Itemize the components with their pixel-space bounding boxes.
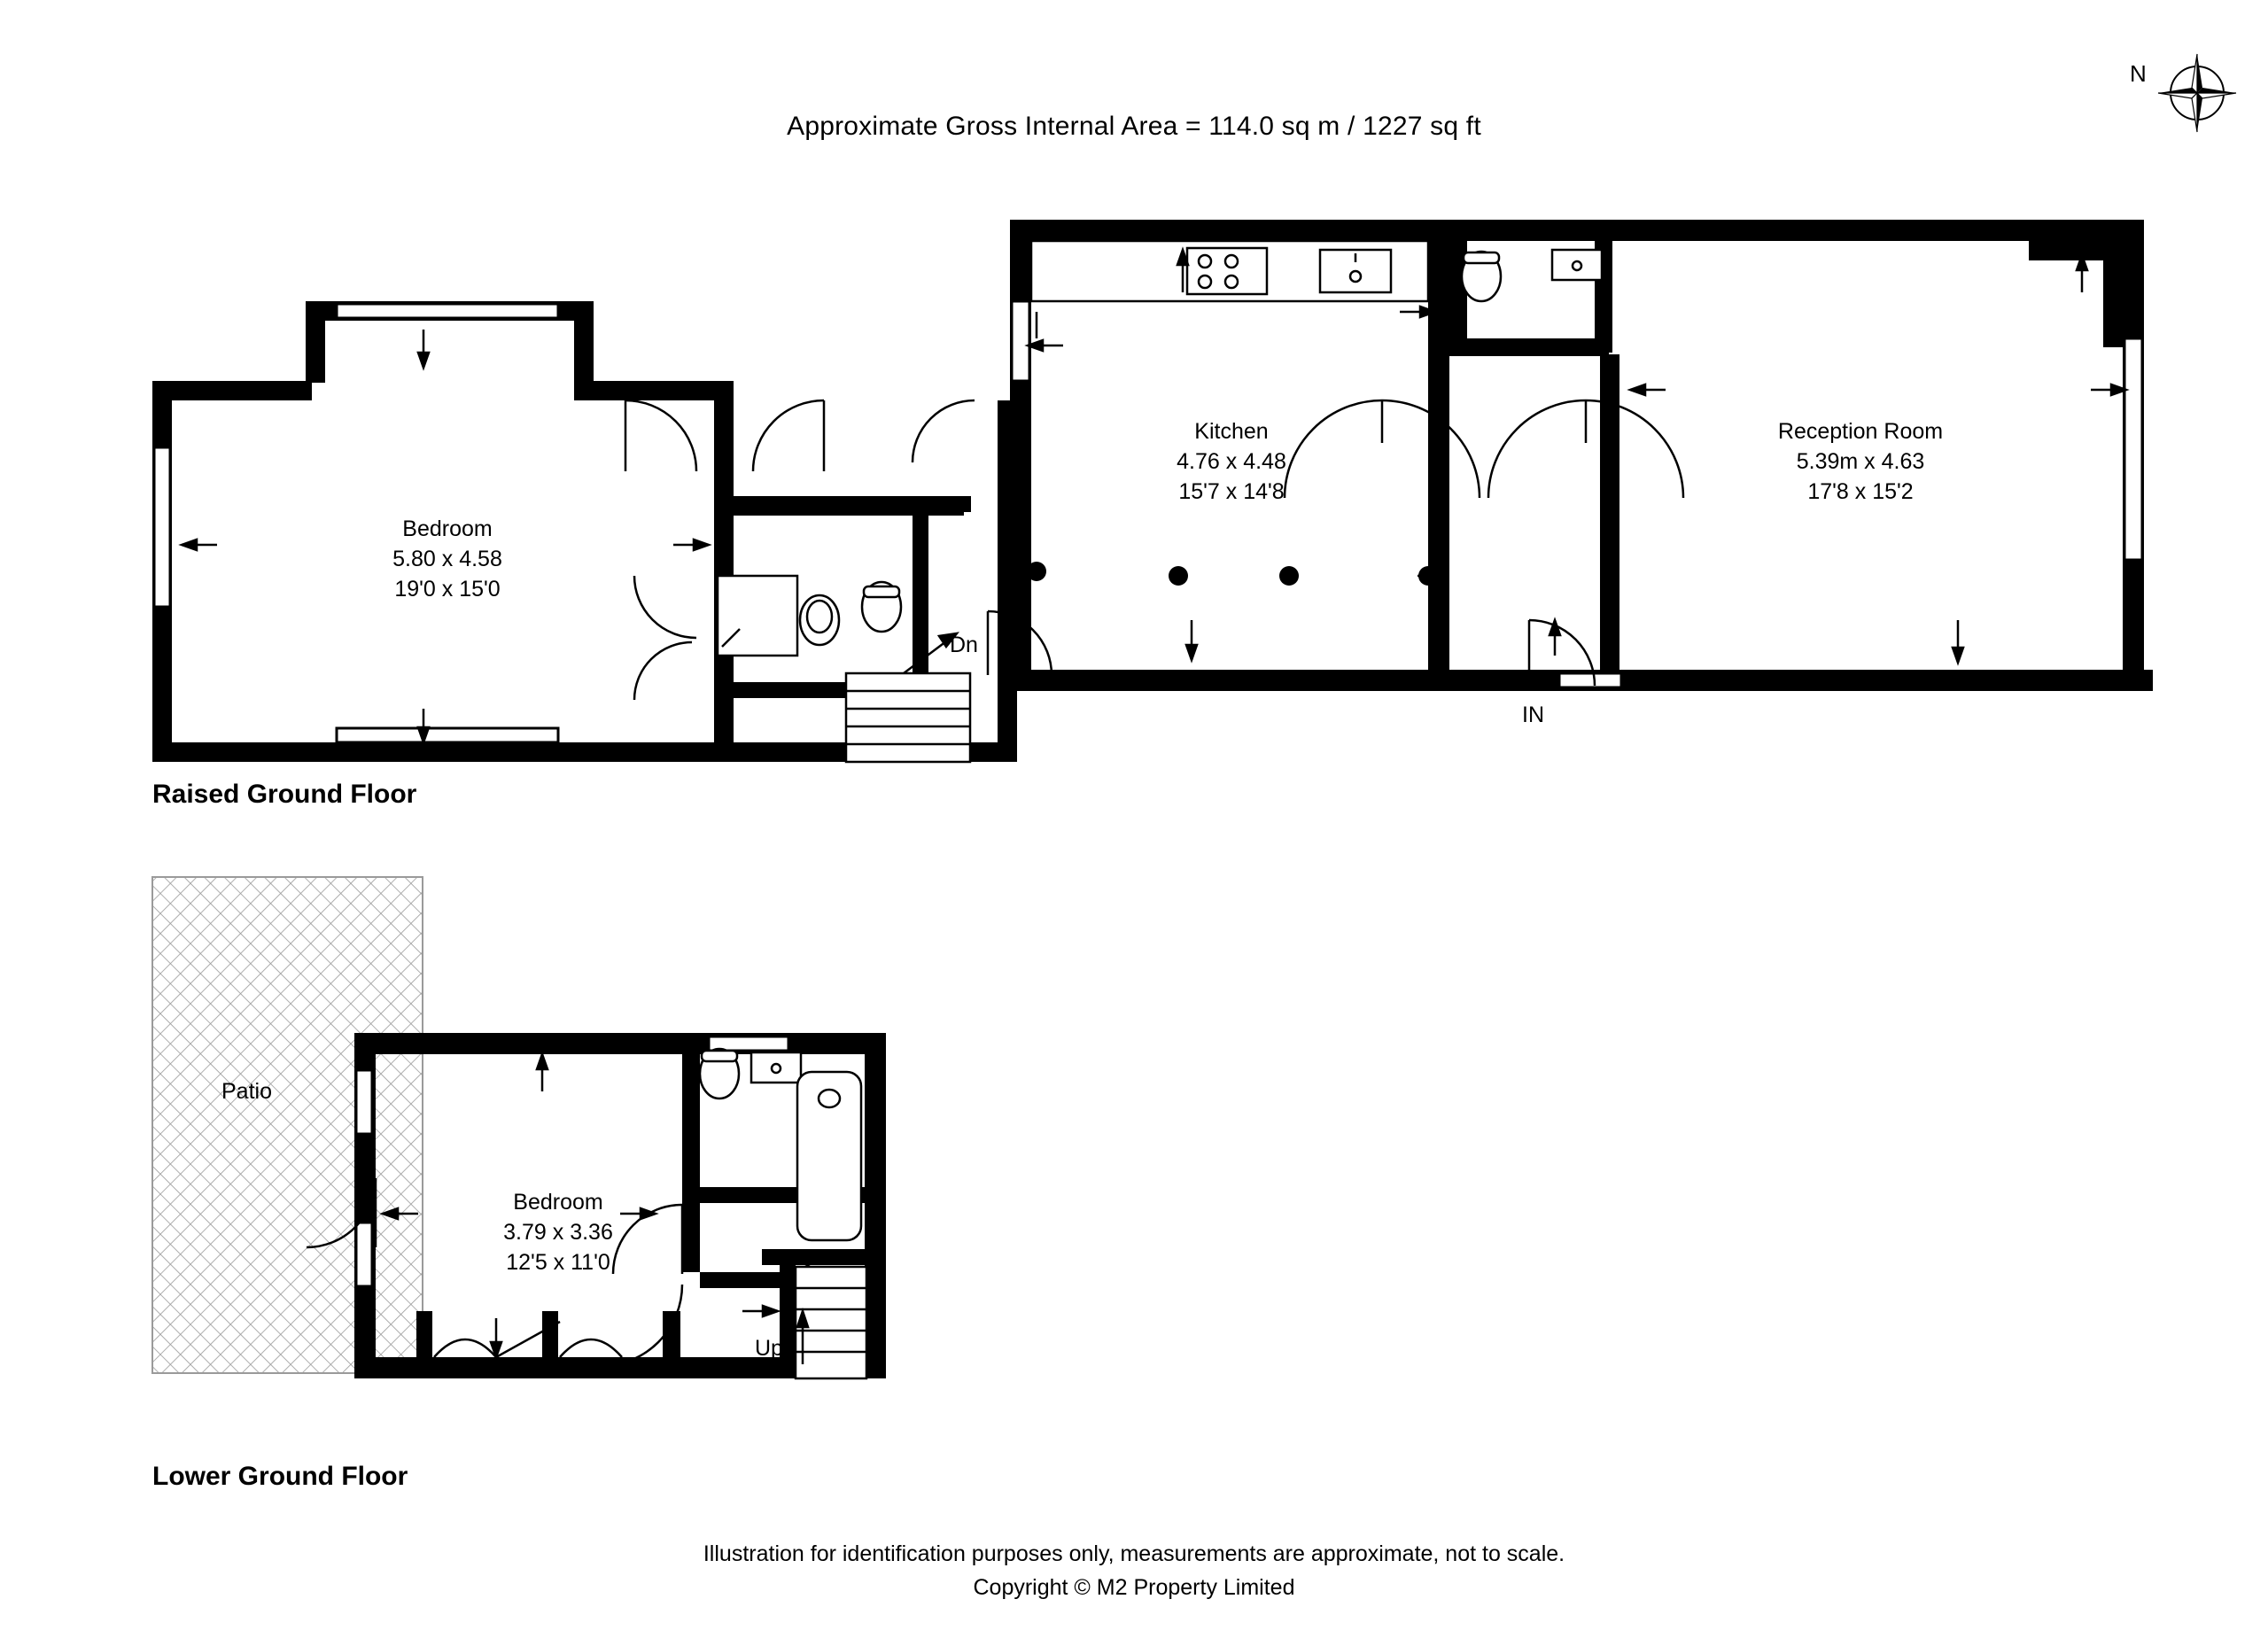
room-label-bedroom-lower: Bedroom 3.79 x 3.36 12'5 x 11'0 <box>503 1190 613 1275</box>
room-label-reception-room: Reception Room 5.39m x 4.63 17'8 x 15'2 <box>1777 419 1944 504</box>
room-label-patio: Patio <box>221 1079 272 1104</box>
stairs-down-label: Dn <box>950 633 978 657</box>
gross-internal-area-text: Approximate Gross Internal Area = 114.0 sq m / 1227 sq ft <box>787 112 1481 141</box>
raised-ground-floor-plan <box>0 0 2268 797</box>
footer-line-1: Illustration for identification purposes only, measurements are approximate, not to scale. <box>703 1541 1565 1566</box>
floor-label-lower-ground: Lower Ground Floor <box>152 1462 408 1491</box>
patio-area <box>152 877 423 1373</box>
room-label-bedroom-raised: Bedroom 5.80 x 4.58 19'0 x 15'0 <box>392 516 502 602</box>
floor-label-raised-ground: Raised Ground Floor <box>152 780 417 809</box>
room-label-kitchen: Kitchen 4.76 x 4.48 15'7 x 14'8 <box>1177 419 1286 504</box>
entrance-label: IN <box>1522 703 1544 727</box>
footer-line-2: Copyright © M2 Property Limited <box>973 1575 1295 1600</box>
stairs-up-label: Up <box>755 1336 783 1361</box>
lower-ground-floor-plan <box>0 833 2268 1453</box>
compass-north-label: N <box>2130 60 2147 87</box>
footer-disclaimer <box>0 1537 2268 1604</box>
